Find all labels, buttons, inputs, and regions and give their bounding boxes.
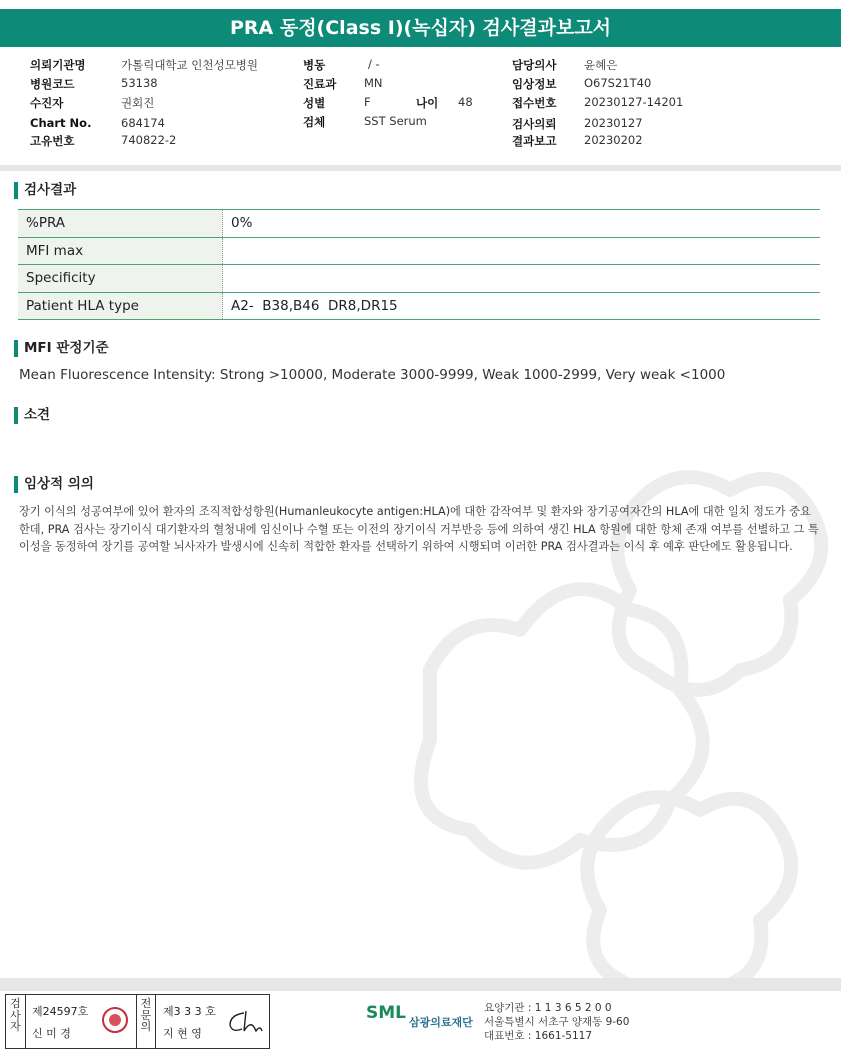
result-key: MFI max <box>18 237 223 265</box>
value-age: 48 <box>458 95 473 109</box>
label-hospital-code: 병원코드 <box>30 77 75 91</box>
organization-code: 요양기관 : 1 1 3 6 5 2 0 0 <box>484 1002 612 1014</box>
result-key: Specificity <box>18 265 223 293</box>
label-request-date: 검사의뢰 <box>512 117 557 131</box>
label-unique-no: 고유번호 <box>30 134 75 148</box>
results-table <box>18 209 820 320</box>
value-hospital-code: 53138 <box>121 76 158 90</box>
value-request-date: 20230127 <box>584 116 643 130</box>
value-report-date: 20230202 <box>584 133 643 147</box>
tester-license-no: 제24597호 <box>32 1005 89 1018</box>
organization-name: 삼광의료재단 <box>409 1016 473 1029</box>
result-value <box>223 237 821 265</box>
label-patient: 수진자 <box>30 96 64 110</box>
organization-phone: 대표번호 : 1661-5117 <box>484 1030 593 1042</box>
table-row <box>18 292 820 320</box>
label-chart-no: Chart No. <box>30 116 92 130</box>
mfi-criteria-text: Mean Fluorescence Intensity: Strong >10000, Moderate 3000-9999, Weak 1000-2999, Very weak <1000 <box>19 367 726 383</box>
value-specimen: SST Serum <box>364 114 427 128</box>
label-age: 나이 <box>416 96 439 110</box>
footer-band <box>0 978 841 991</box>
label-referring-org: 의뢰기관명 <box>30 58 86 72</box>
section-opinion-heading: 소견 <box>14 407 50 424</box>
label-sex: 성별 <box>303 96 326 110</box>
table-row <box>18 237 820 265</box>
value-ward: / - <box>368 57 380 71</box>
label-department: 진료과 <box>303 77 337 91</box>
tester-label: 검사자 <box>6 995 26 1048</box>
value-patient: 권회진 <box>121 96 155 110</box>
table-row <box>18 265 820 293</box>
patient-info <box>0 52 841 164</box>
result-value: 0% <box>223 210 821 238</box>
doctor-label: 전문의 <box>136 995 156 1048</box>
label-doctor: 담당의사 <box>512 58 557 72</box>
value-clinical-info: O67S21T40 <box>584 76 652 90</box>
organization-details <box>484 1001 629 1043</box>
value-accession-no: 20230127-14201 <box>584 95 684 109</box>
doctor-license-no: 제3 3 3 호 <box>163 1005 216 1018</box>
label-accession-no: 접수번호 <box>512 96 557 110</box>
clinical-significance-text: 장기 이식의 성공여부에 있어 환자의 조직적합성항원(Humanleukocyte antigen:HLA)에 대한 감작여부 및 환자와 장기공여자간의 HLA에 대한 일치 정도가 중요한데, PRA 검사는 장기이식 대기환자의 혈청내에 임신이나 수혈 또는 이전의 장기이식 거부반응 등에 의하여 생긴 HLA 항원에 대한 항체 존재 여부를 선별하고 그 특이성을 동정하여 장기를 공여할 뇌사자가 발생시에 신속히 적합한 환자를 선택하기 위하여 시행되며 이러한 PRA 검사결과는 이식 후 예후 판단에도 활용됩니다. <box>19 505 819 553</box>
organization-address: 서울특별시 서초구 양재동 9-60 <box>484 1016 630 1028</box>
result-value: A2- B38,B46 DR8,DR15 <box>223 292 821 320</box>
value-doctor: 윤혜은 <box>584 58 618 72</box>
section-mfi-heading: MFI 판정기준 <box>14 340 109 357</box>
signature-box <box>5 994 270 1049</box>
section-clinical-heading: 임상적 의의 <box>14 476 94 493</box>
doctor-name: 지 현 영 <box>163 1027 202 1040</box>
result-key: %PRA <box>18 210 223 238</box>
value-sex: F <box>364 95 371 109</box>
value-referring-org: 가톨릭대학교 인천성모병원 <box>121 58 258 72</box>
label-clinical-info: 임상정보 <box>512 77 557 91</box>
value-unique-no: 740822-2 <box>121 133 177 147</box>
seal-stamp-icon <box>102 1007 128 1033</box>
signature-icon <box>224 1007 264 1035</box>
tester-name: 신 미 경 <box>32 1027 71 1040</box>
result-key: Patient HLA type <box>18 292 223 320</box>
label-ward: 병동 <box>303 58 326 72</box>
sml-logo: SML <box>366 1003 406 1023</box>
result-value <box>223 265 821 293</box>
section-results-heading: 검사결과 <box>14 182 76 199</box>
divider-band <box>0 165 841 171</box>
label-report-date: 결과보고 <box>512 134 557 148</box>
report-title: PRA 동정(Class I)(녹십자) 검사결과보고서 <box>0 9 841 47</box>
table-row <box>18 210 820 238</box>
value-department: MN <box>364 76 383 90</box>
organization-info <box>366 1001 841 1046</box>
label-specimen: 검체 <box>303 115 326 129</box>
value-chart-no: 684174 <box>121 116 165 130</box>
